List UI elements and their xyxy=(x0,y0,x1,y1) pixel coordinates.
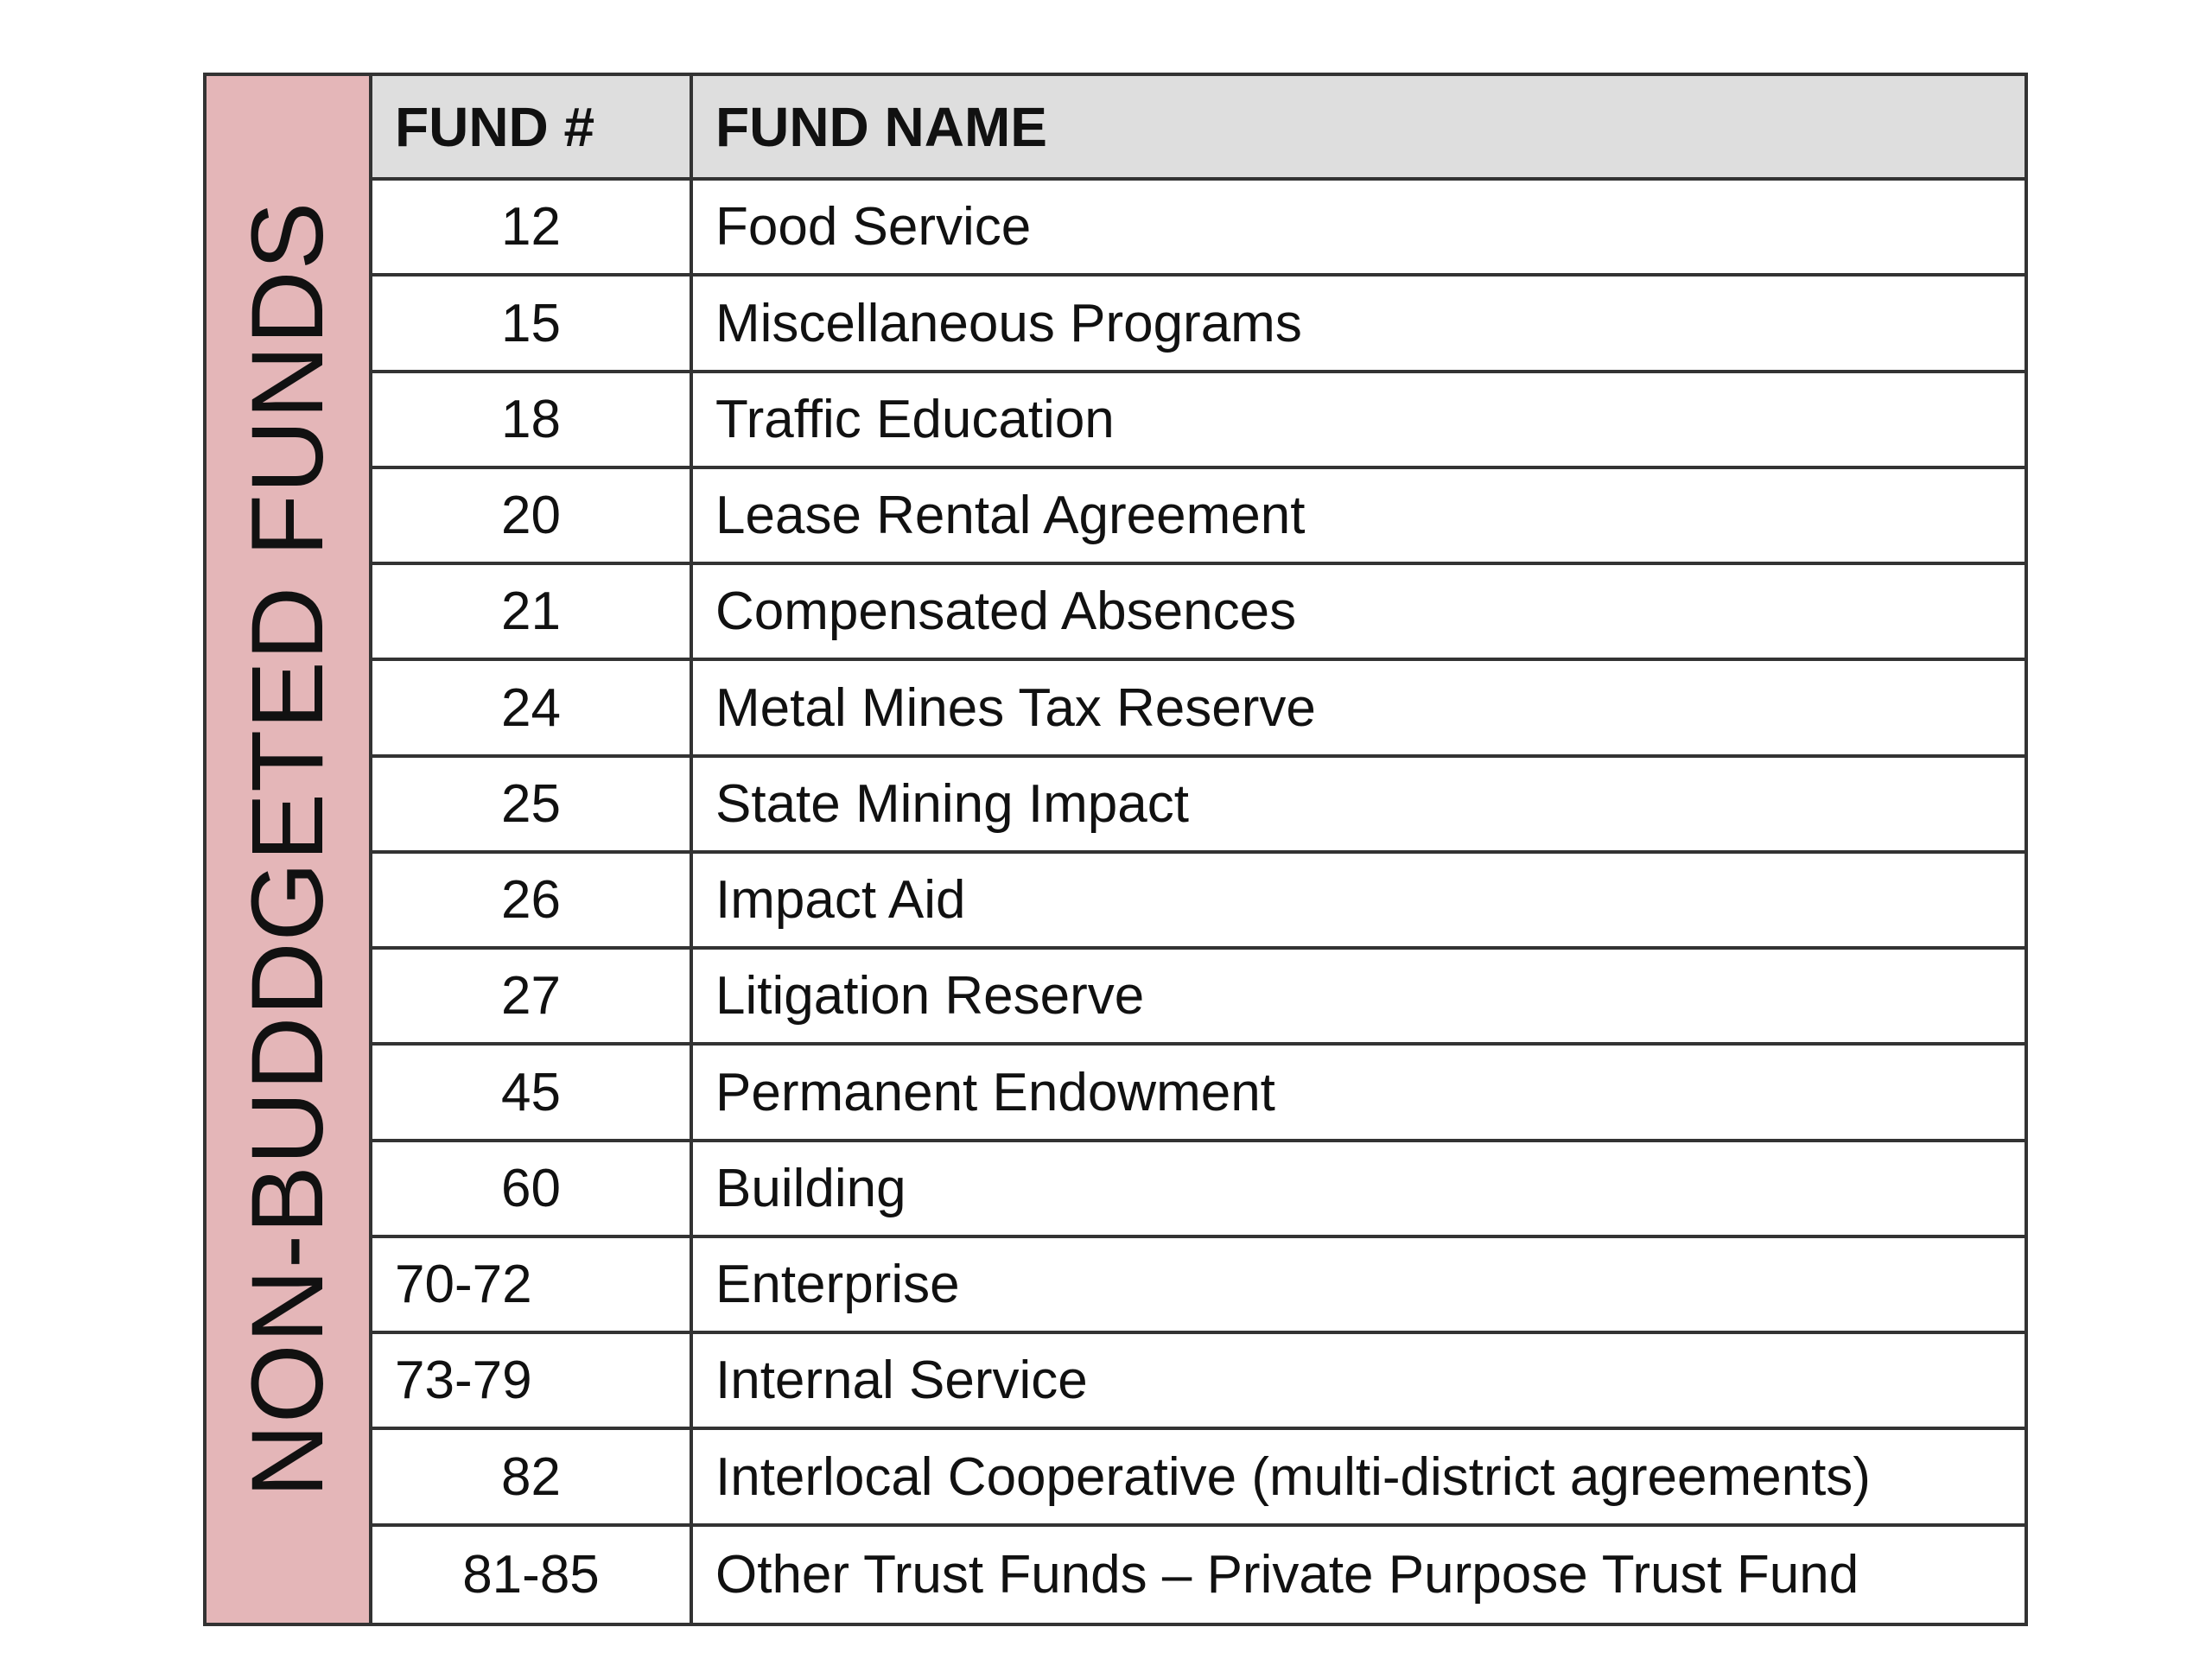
table-row xyxy=(372,1046,2024,1141)
fund-number-cell: 21 xyxy=(372,565,693,658)
fund-name-cell: Metal Mines Tax Reserve xyxy=(715,677,1316,738)
table-row xyxy=(372,1238,2024,1334)
table-row xyxy=(372,1142,2024,1238)
fund-number-cell: 26 xyxy=(372,854,693,946)
fund-number-cell: 27 xyxy=(372,950,693,1042)
table-header-row xyxy=(372,76,2024,181)
fund-number-cell: 60 xyxy=(372,1142,693,1235)
fund-name-cell: Food Service xyxy=(715,197,1032,257)
fund-number-cell: 18 xyxy=(372,373,693,466)
fund-number-cell: 73-79 xyxy=(372,1334,693,1427)
fund-number-cell: 45 xyxy=(372,1046,693,1138)
fund-number-cell: 25 xyxy=(372,758,693,850)
fund-number-cell: 82 xyxy=(372,1430,693,1522)
fund-name-cell: Traffic Education xyxy=(715,389,1115,449)
header-fund-name: FUND NAME xyxy=(715,95,1047,158)
fund-name-cell: Lease Rental Agreement xyxy=(715,486,1306,546)
table-row xyxy=(372,661,2024,757)
header-fund-number: FUND # xyxy=(372,76,693,177)
table-row xyxy=(372,276,2024,372)
table-row xyxy=(372,469,2024,565)
fund-number-cell: 70-72 xyxy=(372,1238,693,1331)
fund-number-cell: 15 xyxy=(372,276,693,369)
table-row xyxy=(372,950,2024,1046)
table-row xyxy=(372,758,2024,854)
fund-name-cell: Internal Service xyxy=(715,1351,1088,1411)
table-row xyxy=(372,1430,2024,1526)
fund-name-cell: Building xyxy=(715,1158,906,1218)
table-row xyxy=(372,854,2024,950)
fund-number-cell: 81-85 xyxy=(372,1527,693,1623)
fund-name-cell: Interlocal Cooperative (multi-district agreements) xyxy=(715,1446,1871,1507)
fund-number-cell: 20 xyxy=(372,469,693,562)
side-label-panel xyxy=(207,76,372,1623)
table-row xyxy=(372,565,2024,661)
fund-name-cell: Other Trust Funds – Private Purpose Trust Fund xyxy=(715,1544,1859,1605)
funds-table xyxy=(203,73,2028,1626)
fund-name-cell: Compensated Absences xyxy=(715,582,1297,642)
table-grid xyxy=(372,76,2024,1623)
fund-number-cell: 24 xyxy=(372,661,693,753)
table-row xyxy=(372,373,2024,469)
fund-name-cell: Enterprise xyxy=(715,1255,960,1315)
table-row xyxy=(372,181,2024,276)
fund-name-cell: Litigation Reserve xyxy=(715,966,1145,1027)
table-row xyxy=(372,1527,2024,1623)
fund-name-cell: State Mining Impact xyxy=(715,773,1189,834)
side-label-text: NON-BUDDGETED FUNDS xyxy=(231,200,345,1498)
fund-name-cell: Impact Aid xyxy=(715,870,966,931)
fund-number-cell: 12 xyxy=(372,181,693,273)
fund-name-cell: Permanent Endowment xyxy=(715,1062,1275,1122)
fund-name-cell: Miscellaneous Programs xyxy=(715,293,1302,353)
table-row xyxy=(372,1334,2024,1430)
